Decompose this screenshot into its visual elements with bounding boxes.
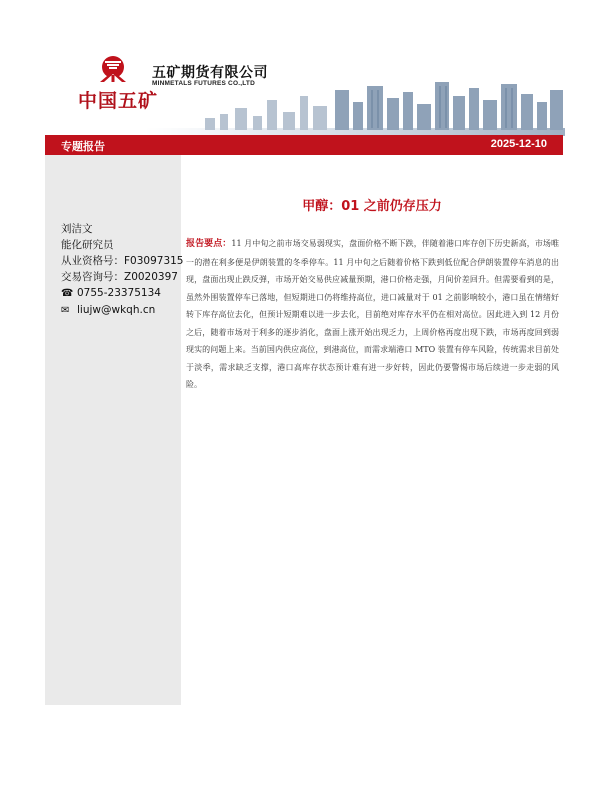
author-email[interactable]: liujw@wkqh.cn bbox=[77, 304, 156, 316]
author-name: 刘洁文 bbox=[61, 223, 93, 235]
report-title: 甲醇：01 之前仍存压力 bbox=[302, 199, 442, 214]
author-email-row bbox=[61, 302, 183, 319]
mail-icon: ✉ bbox=[61, 305, 70, 316]
report-type-bar bbox=[45, 135, 563, 155]
author-qualification: 从业资格号：F03097315 bbox=[61, 255, 184, 267]
company-logo-emblem bbox=[96, 52, 130, 86]
report-type-label: 专题报告 bbox=[61, 140, 105, 153]
company-name-cn: 五矿期货有限公司 bbox=[152, 65, 268, 81]
report-date: 2025-12-10 bbox=[490, 138, 547, 150]
author-role: 能化研究员 bbox=[61, 239, 114, 251]
author-info bbox=[61, 221, 183, 319]
phone-icon: ☎ bbox=[61, 288, 74, 299]
author-sidebar bbox=[45, 155, 184, 705]
city-skyline-image bbox=[145, 78, 565, 136]
report-summary bbox=[186, 235, 559, 394]
company-name-en: MINMETALS FUTURES CO.,LTD bbox=[152, 80, 255, 87]
summary-lead: 报告要点： bbox=[186, 239, 232, 249]
author-phone: 0755-23375134 bbox=[77, 287, 161, 299]
author-phone-row bbox=[61, 285, 183, 302]
brand-name: 中国五矿 bbox=[78, 90, 159, 112]
summary-body: 11 月中旬之前市场交易弱现实，盘面价格不断下跌，伴随着港口库存创下历史新高，市场唯一的潜在利多便是伊朗装置的冬季停车。11 月中旬之后随着价格下跌到低位配合伊朗装置停车消息的出现，盘面出现止跌反弹，市场开始交易供应减量预期，港口价格走强，月间价差回升。但需要看到的是，虽然外围装置停车已落地，但短期进口仍将维持高位，进口减量对于 01 之前影响较小，港口虽在情绪好转下库存高位去化，但预计短期难以进一步去化，目前绝对库存水平仍在相对高位。因此进入到 12 月份之后，随着市场对于利多的逐步消化，盘面上涨开始出现乏力，上周价格再度出现下跌，市场再度回到弱现实的问题上来。当前国内供应高位，到港高位，而需求端港口 MTO 装置有停车风险，传统需求目前处于淡季，需求缺乏支撑，港口高库存状态预计难有进一步好转，因此仍要警惕市场后续进一步走弱的风险。 bbox=[186, 239, 559, 389]
author-consult-number: 交易咨询号：Z0020397 bbox=[61, 271, 178, 283]
